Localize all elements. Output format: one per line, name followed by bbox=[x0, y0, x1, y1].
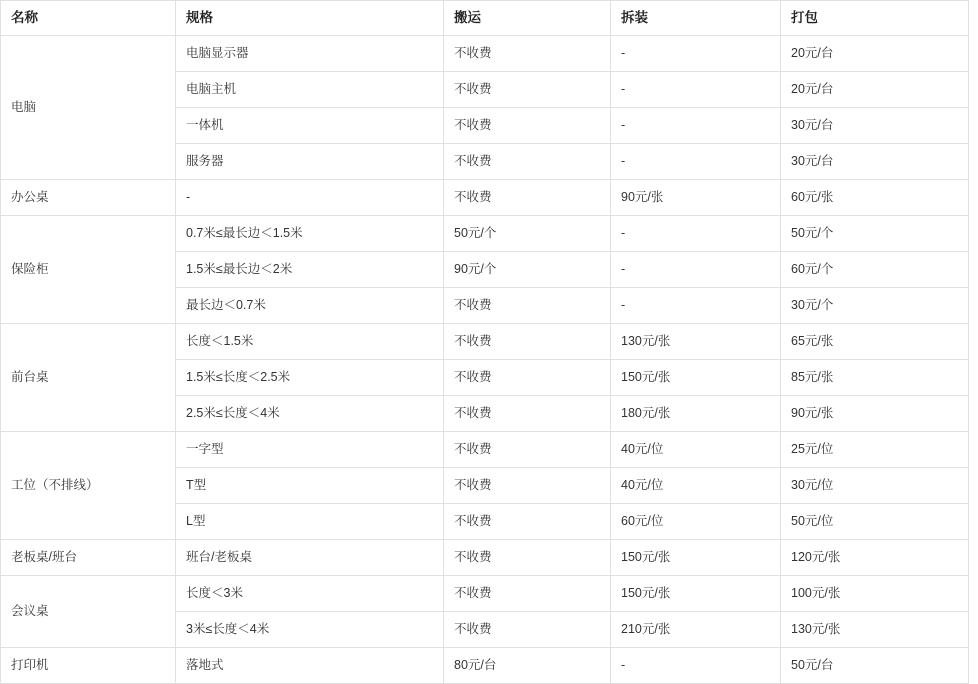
column-header-spec: 规格 bbox=[176, 1, 444, 36]
item-move-price-cell: 不收费 bbox=[444, 504, 611, 540]
table-header-row bbox=[1, 1, 969, 36]
item-pack-price-cell: 50元/个 bbox=[781, 216, 969, 252]
item-disassemble-price-cell: - bbox=[611, 216, 781, 252]
item-move-price-cell: 90元/个 bbox=[444, 252, 611, 288]
item-move-price-cell: 不收费 bbox=[444, 72, 611, 108]
item-move-price-cell: 不收费 bbox=[444, 108, 611, 144]
item-move-price-cell: 不收费 bbox=[444, 36, 611, 72]
item-disassemble-price-cell: - bbox=[611, 252, 781, 288]
item-spec-cell: 最长边＜0.7米 bbox=[176, 288, 444, 324]
item-pack-price-cell: 65元/张 bbox=[781, 324, 969, 360]
item-name-cell: 打印机 bbox=[1, 648, 176, 684]
item-move-price-cell: 80元/台 bbox=[444, 648, 611, 684]
item-move-price-cell: 不收费 bbox=[444, 324, 611, 360]
item-disassemble-price-cell: 210元/张 bbox=[611, 612, 781, 648]
item-disassemble-price-cell: 90元/张 bbox=[611, 180, 781, 216]
item-disassemble-price-cell: 40元/位 bbox=[611, 468, 781, 504]
item-disassemble-price-cell: - bbox=[611, 144, 781, 180]
item-name-cell: 老板桌/班台 bbox=[1, 540, 176, 576]
item-move-price-cell: 不收费 bbox=[444, 432, 611, 468]
item-spec-cell: 一体机 bbox=[176, 108, 444, 144]
item-pack-price-cell: 30元/位 bbox=[781, 468, 969, 504]
item-disassemble-price-cell: 130元/张 bbox=[611, 324, 781, 360]
table-row bbox=[1, 324, 969, 360]
table-body bbox=[1, 36, 969, 684]
table-row bbox=[1, 540, 969, 576]
item-spec-cell: 2.5米≤长度＜4米 bbox=[176, 396, 444, 432]
item-disassemble-price-cell: 60元/位 bbox=[611, 504, 781, 540]
item-name-cell: 前台桌 bbox=[1, 324, 176, 432]
table-row bbox=[1, 216, 969, 252]
item-move-price-cell: 不收费 bbox=[444, 576, 611, 612]
item-spec-cell: 1.5米≤长度＜2.5米 bbox=[176, 360, 444, 396]
item-pack-price-cell: 30元/台 bbox=[781, 144, 969, 180]
item-disassemble-price-cell: - bbox=[611, 36, 781, 72]
item-pack-price-cell: 20元/台 bbox=[781, 36, 969, 72]
item-pack-price-cell: 60元/个 bbox=[781, 252, 969, 288]
table-row bbox=[1, 576, 969, 612]
item-name-cell: 办公桌 bbox=[1, 180, 176, 216]
item-move-price-cell: 不收费 bbox=[444, 288, 611, 324]
item-spec-cell: 1.5米≤最长边＜2米 bbox=[176, 252, 444, 288]
item-disassemble-price-cell: - bbox=[611, 648, 781, 684]
item-disassemble-price-cell: - bbox=[611, 108, 781, 144]
item-disassemble-price-cell: 150元/张 bbox=[611, 540, 781, 576]
item-name-cell: 保险柜 bbox=[1, 216, 176, 324]
item-spec-cell: 0.7米≤最长边＜1.5米 bbox=[176, 216, 444, 252]
item-pack-price-cell: 20元/台 bbox=[781, 72, 969, 108]
item-move-price-cell: 不收费 bbox=[444, 144, 611, 180]
item-spec-cell: - bbox=[176, 180, 444, 216]
item-name-cell: 工位（不排线） bbox=[1, 432, 176, 540]
table-row bbox=[1, 180, 969, 216]
item-pack-price-cell: 90元/张 bbox=[781, 396, 969, 432]
item-disassemble-price-cell: 150元/张 bbox=[611, 576, 781, 612]
item-pack-price-cell: 30元/个 bbox=[781, 288, 969, 324]
table-row bbox=[1, 648, 969, 684]
item-move-price-cell: 50元/个 bbox=[444, 216, 611, 252]
column-header-name: 名称 bbox=[1, 1, 176, 36]
item-pack-price-cell: 30元/台 bbox=[781, 108, 969, 144]
item-pack-price-cell: 130元/张 bbox=[781, 612, 969, 648]
item-name-cell: 会议桌 bbox=[1, 576, 176, 648]
item-spec-cell: 电脑主机 bbox=[176, 72, 444, 108]
item-spec-cell: 长度＜1.5米 bbox=[176, 324, 444, 360]
item-pack-price-cell: 50元/位 bbox=[781, 504, 969, 540]
item-spec-cell: L型 bbox=[176, 504, 444, 540]
item-spec-cell: 电脑显示器 bbox=[176, 36, 444, 72]
item-move-price-cell: 不收费 bbox=[444, 396, 611, 432]
column-header-move: 搬运 bbox=[444, 1, 611, 36]
table-row bbox=[1, 36, 969, 72]
item-pack-price-cell: 60元/张 bbox=[781, 180, 969, 216]
item-spec-cell: 班台/老板桌 bbox=[176, 540, 444, 576]
item-name-cell: 电脑 bbox=[1, 36, 176, 180]
item-spec-cell: 服务器 bbox=[176, 144, 444, 180]
item-move-price-cell: 不收费 bbox=[444, 612, 611, 648]
item-spec-cell: T型 bbox=[176, 468, 444, 504]
item-pack-price-cell: 120元/张 bbox=[781, 540, 969, 576]
item-disassemble-price-cell: 180元/张 bbox=[611, 396, 781, 432]
item-spec-cell: 长度＜3米 bbox=[176, 576, 444, 612]
item-spec-cell: 落地式 bbox=[176, 648, 444, 684]
column-header-disassemble: 拆装 bbox=[611, 1, 781, 36]
item-spec-cell: 3米≤长度＜4米 bbox=[176, 612, 444, 648]
item-move-price-cell: 不收费 bbox=[444, 468, 611, 504]
item-move-price-cell: 不收费 bbox=[444, 180, 611, 216]
item-move-price-cell: 不收费 bbox=[444, 360, 611, 396]
item-move-price-cell: 不收费 bbox=[444, 540, 611, 576]
column-header-pack: 打包 bbox=[781, 1, 969, 36]
item-disassemble-price-cell: - bbox=[611, 72, 781, 108]
item-pack-price-cell: 85元/张 bbox=[781, 360, 969, 396]
item-pack-price-cell: 50元/台 bbox=[781, 648, 969, 684]
table-header bbox=[1, 1, 969, 36]
item-disassemble-price-cell: 40元/位 bbox=[611, 432, 781, 468]
item-pack-price-cell: 100元/张 bbox=[781, 576, 969, 612]
item-disassemble-price-cell: 150元/张 bbox=[611, 360, 781, 396]
item-spec-cell: 一字型 bbox=[176, 432, 444, 468]
item-disassemble-price-cell: - bbox=[611, 288, 781, 324]
table-row bbox=[1, 432, 969, 468]
item-pack-price-cell: 25元/位 bbox=[781, 432, 969, 468]
